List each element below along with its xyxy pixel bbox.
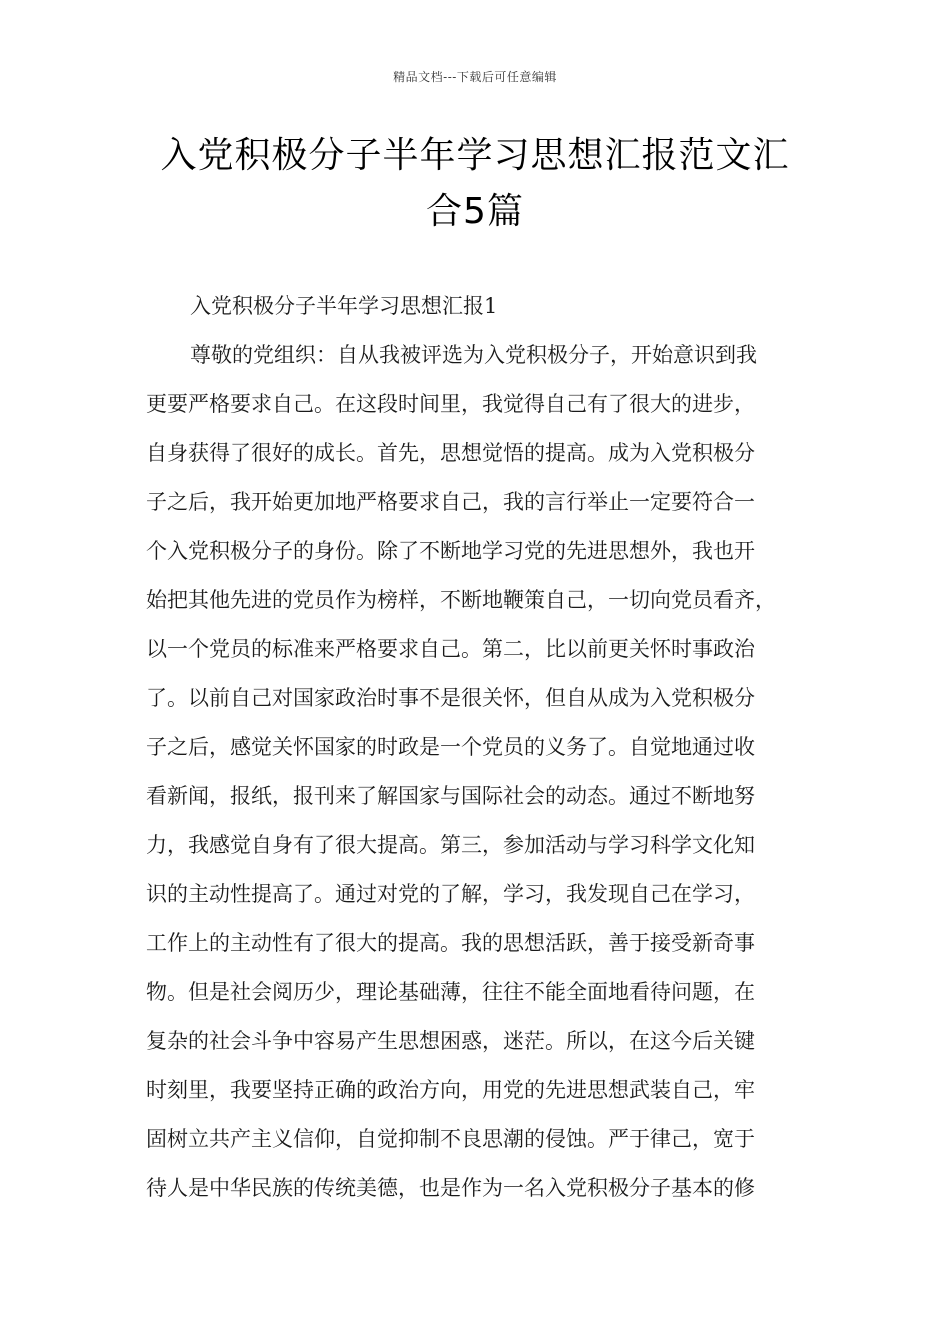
body-line: 了。以前自己对国家政治时事不是很关怀，但自从成为入党积极分: [146, 686, 755, 710]
body-line: 子之后，感觉关怀国家的时政是一个党员的义务了。自觉地通过收: [146, 735, 755, 759]
body-line: 工作上的主动性有了很大的提高。我的思想活跃，善于接受新奇事: [146, 931, 755, 955]
body-line: 力，我感觉自身有了很大提高。第三，参加活动与学习科学文化知: [146, 833, 755, 857]
body-line: 复杂的社会斗争中容易产生思想困惑，迷茫。所以，在这今后关键: [146, 1029, 755, 1053]
body-line: 物。但是社会阅历少，理论基础薄，往往不能全面地看待问题，在: [146, 980, 755, 1004]
body-line: 时刻里，我要坚持正确的政治方向，用党的先进思想武装自己，牢: [146, 1078, 755, 1102]
document-body: [146, 282, 826, 1213]
body-line: 以一个党员的标准来严格要求自己。第二，比以前更关怀时事政治: [146, 637, 755, 661]
body-line: 更要严格要求自己。在这段时间里，我觉得自己有了很大的进步，: [146, 392, 755, 416]
body-line: 自身获得了很好的成长。首先，思想觉悟的提高。成为入党积极分: [146, 441, 755, 465]
body-line: 固树立共产主义信仰，自觉抑制不良思潮的侵蚀。严于律己，宽于: [146, 1127, 755, 1151]
document-title: [120, 128, 830, 240]
body-line: 识的主动性提高了。通过对党的了解，学习，我发现自己在学习，: [146, 882, 755, 906]
title-line-2: 合5篇: [426, 191, 524, 232]
body-line: 看新闻，报纸，报刊来了解国家与国际社会的动态。通过不断地努: [146, 784, 755, 808]
body-line: 待人是中华民族的传统美德，也是作为一名入党积极分子基本的修: [146, 1176, 755, 1200]
body-line: 子之后，我开始更加地严格要求自己，我的言行举止一定要符合一: [146, 490, 755, 514]
body-line: 始把其他先进的党员作为榜样，不断地鞭策自己，一切向党员看齐，: [146, 588, 776, 612]
section-heading: 入党积极分子半年学习思想汇报1: [190, 294, 498, 318]
body-line: 尊敬的党组织：自从我被评选为入党积极分子，开始意识到我: [190, 343, 757, 367]
header-note: 精品文档---下载后可任意编辑: [393, 70, 557, 84]
title-line-1: 入党积极分子半年学习思想汇报范文汇: [160, 135, 790, 176]
body-line: 个入党积极分子的身份。除了不断地学习党的先进思想外，我也开: [146, 539, 755, 563]
